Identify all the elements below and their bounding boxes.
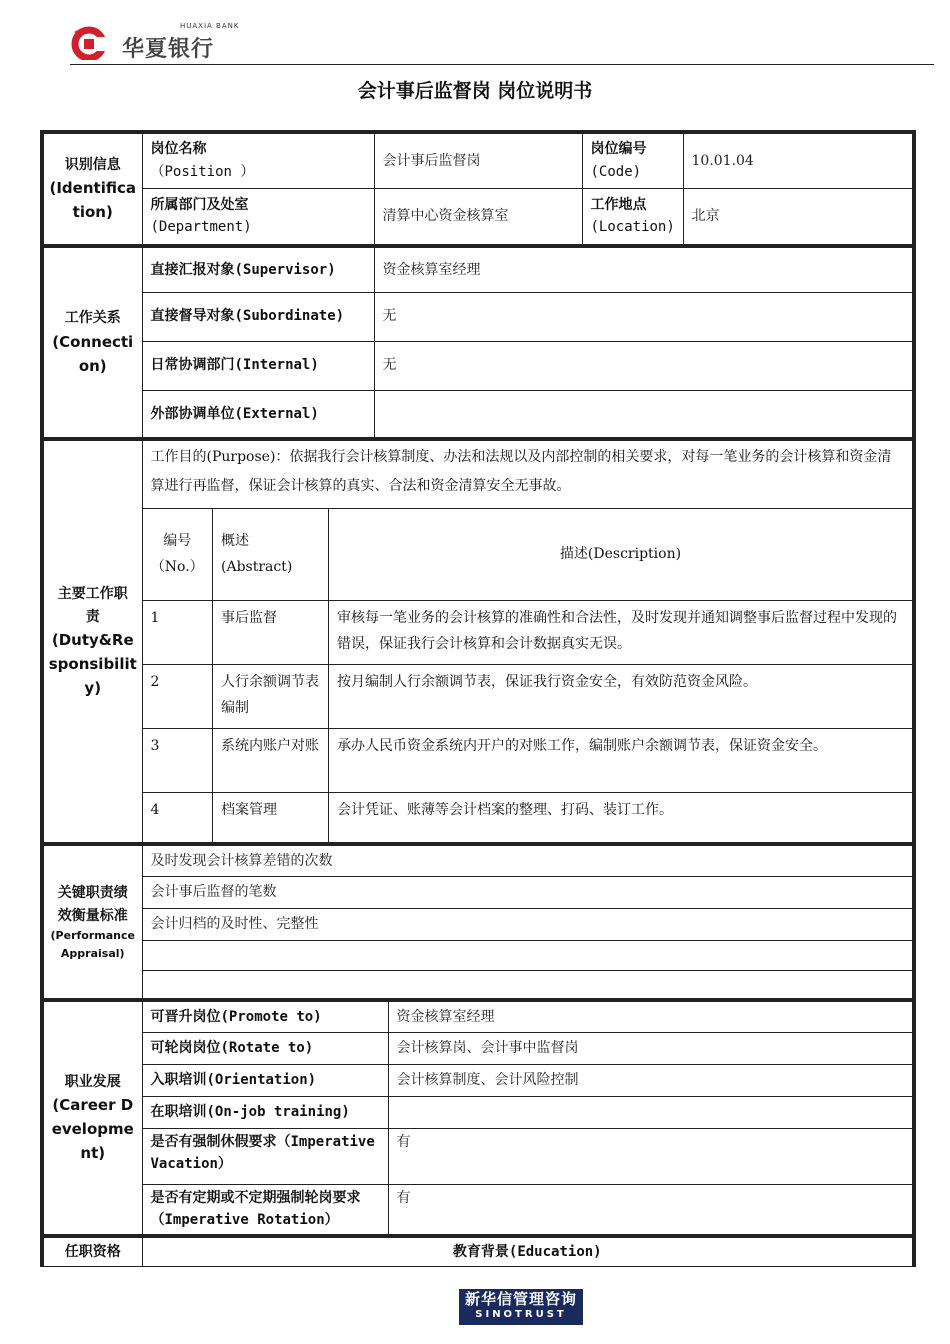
section-performance: 关键职责绩效衡量标准 (Performance Appraisal) (42, 844, 142, 1000)
duty-no: 3 (143, 728, 213, 792)
relation-value (374, 390, 914, 439)
career-label: 可晋升岗位(Promote to) (142, 1000, 388, 1032)
career-label: 是否有强制休假要求（Imperative Vacation） (142, 1128, 388, 1184)
section-identification: 识别信息 (Identification) (42, 132, 142, 246)
sinotrust-name-cn: 新华信管理咨询 (464, 1290, 577, 1308)
department-value: 清算中心资金核算室 (374, 188, 582, 246)
sinotrust-name-en: SINOTRUST (475, 1309, 567, 1320)
career-value: 会计核算制度、会计风险控制 (388, 1064, 914, 1096)
duty-no: 4 (143, 792, 213, 842)
career-value: 会计核算岗、会计事中监督岗 (388, 1032, 914, 1064)
position-label: 岗位名称 （Position ） (142, 132, 374, 188)
education-header: 教育背景(Education) (142, 1236, 914, 1266)
column-header-description: 描述(Description) (329, 508, 913, 600)
bank-name-cn: 华夏银行 (122, 37, 215, 62)
bank-name-en: HUAXIA BANK (180, 22, 240, 30)
career-label: 可轮岗岗位(Rotate to) (142, 1032, 388, 1064)
column-header-abstract: 概述(Abstract) (213, 508, 329, 600)
relation-value: 资金核算室经理 (374, 246, 914, 292)
sinotrust-logo (459, 1289, 583, 1325)
duty-no: 1 (143, 600, 213, 664)
duty-abstract: 人行余额调节表编制 (213, 664, 329, 728)
duty-description: 按月编制人行余额调节表，保证我行资金安全，有效防范资金风险。 (329, 664, 913, 728)
code-value: 10.01.04 (683, 132, 914, 188)
code-label: 岗位编号 (Code) (582, 132, 683, 188)
document-title: 会计事后监督岗 岗位说明书 (357, 80, 593, 102)
career-value: 有 (388, 1128, 914, 1184)
section-qualification: 任职资格 (42, 1236, 142, 1266)
duty-description: 会计凭证、账薄等会计档案的整理、打码、装订工作。 (329, 792, 913, 842)
career-label: 是否有定期或不定期强制轮岗要求（Imperative Rotation） (142, 1184, 388, 1236)
career-label: 在职培训(On-job training) (142, 1096, 388, 1128)
relation-label: 日常协调部门(Internal) (142, 341, 374, 390)
location-label: 工作地点 (Location) (582, 188, 683, 246)
section-duty: 主要工作职责 (Duty&Responsibility) (42, 439, 142, 844)
career-value: 有 (388, 1184, 914, 1236)
section-connection: 工作关系 (Connection) (42, 246, 142, 439)
kpi-item: 会计事后监督的笔数 (142, 876, 914, 908)
department-label: 所属部门及处室 (Department) (142, 188, 374, 246)
huaxia-logo-icon (70, 26, 110, 60)
duties-block (142, 439, 914, 844)
kpi-item (142, 970, 914, 1000)
duty-abstract: 档案管理 (213, 792, 329, 842)
duty-no: 2 (143, 664, 213, 728)
purpose-text: 工作目的(Purpose)：依据我行会计核算制度、办法和法规以及内部控制的相关要求，对每一笔业务的会计核算和资金清算进行再监督，保证会计核算的真实、合法和资金清算安全无事故。 (150, 449, 892, 495)
duty-description: 审核每一笔业务的会计核算的准确性和合法性，及时发现并通知调整事后监督过程中发现的错误，保证我行会计核算和会计数据真实无误。 (329, 600, 913, 664)
kpi-item: 及时发现会计核算差错的次数 (142, 844, 914, 876)
relation-label: 直接汇报对象(Supervisor) (142, 246, 374, 292)
column-header-no: 编号（No.） (143, 508, 213, 600)
position-value: 会计事后监督岗 (374, 132, 582, 188)
career-value (388, 1096, 914, 1128)
duty-abstract: 系统内账户对账 (213, 728, 329, 792)
career-value: 资金核算室经理 (388, 1000, 914, 1032)
relation-label: 直接督导对象(Subordinate) (142, 292, 374, 341)
relation-label: 外部协调单位(External) (142, 390, 374, 439)
job-description-table (40, 130, 916, 1267)
location-value: 北京 (683, 188, 914, 246)
page-header (70, 22, 934, 65)
career-label: 入职培训(Orientation) (142, 1064, 388, 1096)
duty-description: 承办人民币资金系统内开户的对账工作，编制账户余额调节表，保证资金安全。 (329, 728, 913, 792)
duty-items-table (143, 508, 913, 843)
duty-abstract: 事后监督 (213, 600, 329, 664)
relation-value: 无 (374, 341, 914, 390)
kpi-item: 会计归档的及时性、完整性 (142, 908, 914, 940)
relation-value: 无 (374, 292, 914, 341)
kpi-item (142, 940, 914, 970)
section-career: 职业发展 (Career Development) (42, 1000, 142, 1236)
